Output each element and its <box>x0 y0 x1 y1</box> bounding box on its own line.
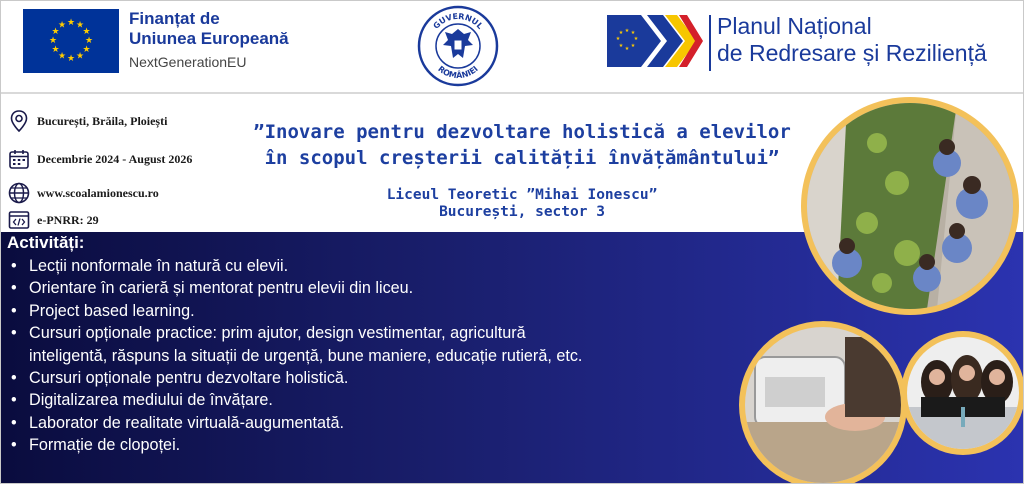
svg-text:★: ★ <box>618 30 624 36</box>
website-link[interactable]: www.scoalamionescu.ro <box>37 185 159 200</box>
eu-flag-icon <box>23 9 119 73</box>
svg-text:★: ★ <box>615 36 621 42</box>
activity-item: • Project based learning. <box>7 300 767 322</box>
period-text: Decembrie 2024 - August 2026 <box>37 151 193 166</box>
school-line2: București, sector 3 <box>439 204 605 220</box>
location-row <box>7 109 167 133</box>
svg-text:★: ★ <box>57 20 67 31</box>
eu-line2: Uniunea Europeană <box>129 29 289 48</box>
svg-text:★: ★ <box>633 36 639 42</box>
svg-text:★: ★ <box>618 43 624 49</box>
project-title <box>237 119 807 171</box>
svg-text:★: ★ <box>624 46 630 52</box>
svg-text:★: ★ <box>51 27 60 37</box>
pnrr-line2: de Redresare și Reziliență <box>717 40 987 66</box>
activities-list <box>7 255 767 457</box>
sewing-photo <box>745 327 901 483</box>
government-seal-icon <box>417 5 499 87</box>
svg-text:★: ★ <box>75 51 85 62</box>
activity-item: • Formație de clopoței. <box>7 434 767 456</box>
school-name <box>237 187 807 221</box>
website-row <box>7 181 159 205</box>
svg-text:★: ★ <box>82 45 91 55</box>
activity-item-continuation: inteligentă, răspuns la situații de urgență, bune maniere, educație rutieră, etc. <box>29 346 583 365</box>
location-pin-icon <box>7 109 31 133</box>
activity-item: • Orientare în carieră și mentorat pentru elevii din liceu. <box>7 277 767 299</box>
garden-photo <box>807 103 1013 309</box>
svg-text:★: ★ <box>66 18 76 28</box>
svg-text:★: ★ <box>75 20 85 31</box>
activity-item: • Cursuri opționale practice: prim ajutor, design vestimentar, agricultură <box>7 322 767 344</box>
svg-text:★: ★ <box>630 30 636 36</box>
pnrr-line1: Planul Național <box>717 13 872 39</box>
period-row <box>7 147 192 171</box>
code-window-icon <box>7 208 31 232</box>
svg-text:GUVERNUL: GUVERNUL <box>431 11 485 31</box>
header <box>1 1 1023 93</box>
svg-text:★: ★ <box>84 36 94 46</box>
pnrr-flag-logo-icon <box>607 15 703 67</box>
svg-text:★: ★ <box>630 43 636 49</box>
activity-item: • Lecții nonformale în natură cu elevii. <box>7 255 767 277</box>
svg-text:★: ★ <box>51 45 60 55</box>
code-row <box>7 208 99 232</box>
school-line1: Liceul Teoretic ”Mihai Ionescu” <box>386 187 658 203</box>
activity-item: • Digitalizarea mediului de învățare. <box>7 389 767 411</box>
svg-text:★: ★ <box>48 36 58 46</box>
eu-funding-text <box>129 9 289 73</box>
lab-photo <box>907 337 1019 449</box>
pnrr-code-text: e-PNRR: 29 <box>37 212 99 227</box>
svg-text:★: ★ <box>624 28 630 34</box>
svg-text:★: ★ <box>66 54 76 64</box>
activities-heading: Activități: <box>7 233 85 252</box>
location-text: București, Brăila, Ploiești <box>37 113 168 128</box>
svg-text:★: ★ <box>57 51 67 62</box>
project-title-line1: ”Inovare pentru dezvoltare holistică a elevilor <box>253 121 791 143</box>
svg-text:ROMÂNIEI: ROMÂNIEI <box>436 64 480 81</box>
project-title-line2: în scopul creșterii calității învățământului” <box>264 147 780 169</box>
calendar-icon <box>7 147 31 171</box>
eu-line1: Finanțat de <box>129 9 220 28</box>
pnrr-title <box>717 13 987 67</box>
activity-item: • Cursuri opționale pentru dezvoltare holistică. <box>7 367 767 389</box>
svg-text:★: ★ <box>82 27 91 37</box>
pnrr-separator <box>709 15 711 71</box>
globe-icon <box>7 181 31 205</box>
activity-item: • Laborator de realitate virtuală-augumentată. <box>7 412 767 434</box>
eu-line3: NextGenerationEU <box>129 54 247 70</box>
